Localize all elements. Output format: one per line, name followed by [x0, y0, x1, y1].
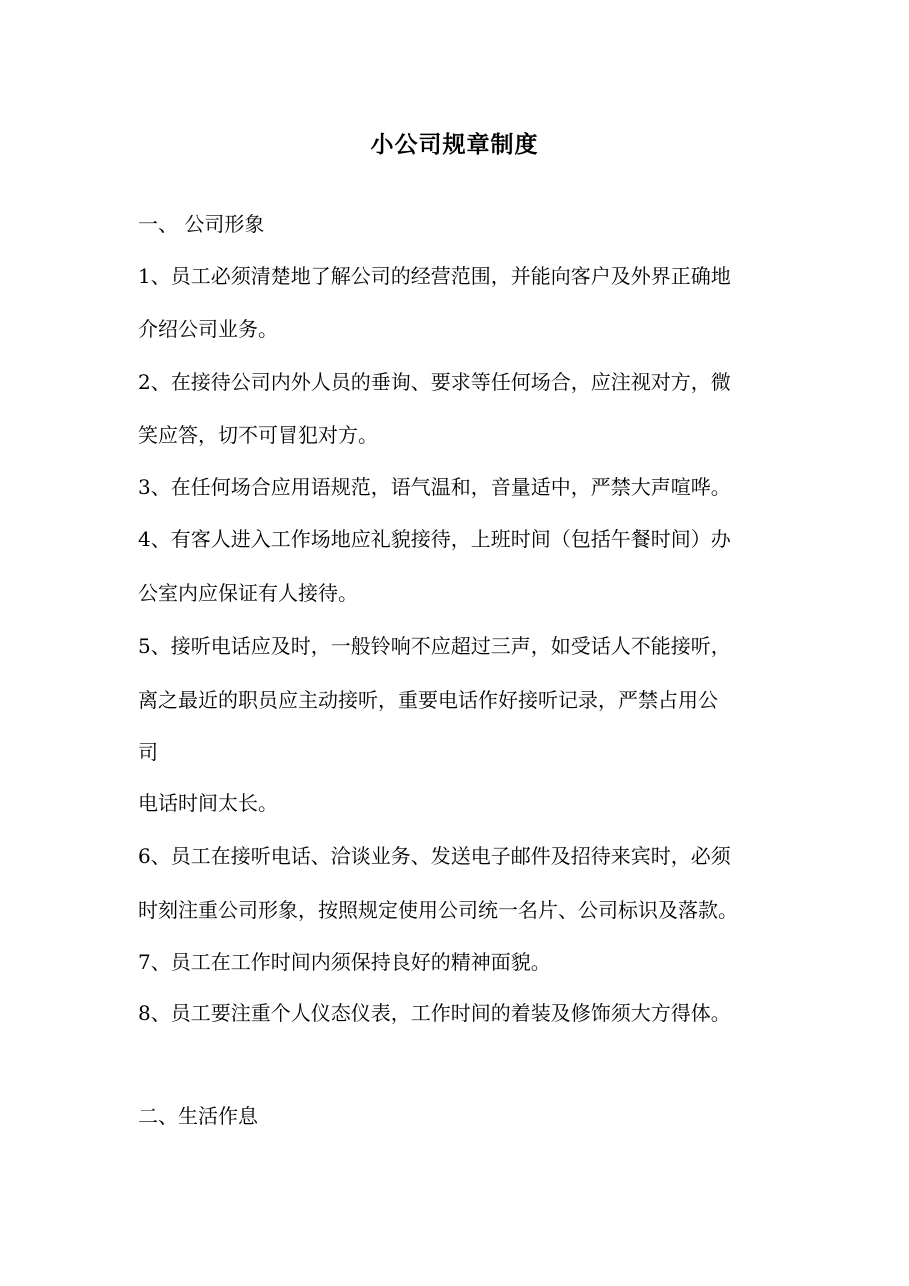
rule-6-line-2: 时刻注重公司形象，按照规定使用公司统一名片、公司标识及落款。: [138, 898, 738, 922]
rule-2-line-1: 2、在接待公司内外人员的垂询、要求等任何场合，应注视对方，微: [138, 370, 731, 394]
section-heading-company-image: 一、 公司形象: [138, 212, 265, 236]
rule-8-line-1: 8、员工要注重个人仪态仪表，工作时间的着装及修饰须大方得体。: [138, 1001, 731, 1025]
rule-5-line-3: 司: [138, 740, 158, 764]
rule-2-line-2: 笑应答，切不可冒犯对方。: [138, 423, 378, 447]
rule-5-line-1: 5、接听电话应及时，一般铃响不应超过三声，如受话人不能接听，: [138, 634, 731, 658]
rule-3-line-1: 3、在任何场合应用语规范，语气温和，音量适中，严禁大声喧哗。: [138, 475, 731, 499]
rule-7-line-1: 7、员工在工作时间内须保持良好的精神面貌。: [138, 950, 551, 974]
rule-6-line-1: 6、员工在接听电话、洽谈业务、发送电子邮件及招待来宾时，必须: [138, 844, 731, 868]
rule-5-line-2: 离之最近的职员应主动接听，重要电话作好接听记录，严禁占用公: [138, 688, 718, 712]
document-title: 小公司规章制度: [370, 131, 539, 158]
rule-5-line-4: 电话时间太长。: [138, 791, 278, 815]
section-heading-daily-routine: 二、生活作息: [138, 1104, 258, 1128]
rule-1-line-1: 1、员工必须清楚地了解公司的经营范围，并能向客户及外界正确地: [138, 264, 731, 288]
rule-4-line-1: 4、有客人进入工作场地应礼貌接待，上班时间（包括午餐时间）办: [138, 527, 731, 551]
rule-1-line-2: 介绍公司业务。: [138, 317, 278, 341]
rule-4-line-2: 公室内应保证有人接待。: [138, 581, 358, 605]
